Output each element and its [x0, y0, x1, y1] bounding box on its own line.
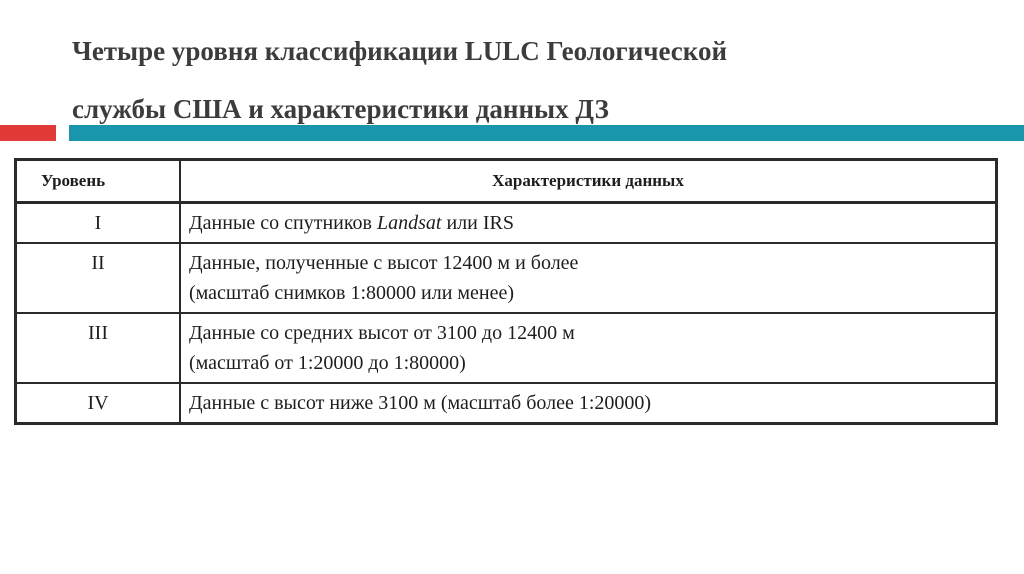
- accent-bar-gap: [56, 125, 69, 141]
- row-description-line-2: (масштаб от 1:20000 до 1:80000): [189, 352, 466, 374]
- table-row: [16, 203, 997, 244]
- slide-title-line-1: Четыре уровня классификации LULC Геологической: [72, 36, 728, 66]
- table-row: [16, 383, 997, 424]
- slide-title: [72, 22, 992, 138]
- row-description-text-after: или IRS: [441, 212, 514, 234]
- table-header-row: [16, 160, 997, 203]
- accent-bar-teal: [69, 125, 1024, 141]
- row-description-text: Данные со спутников: [189, 212, 377, 234]
- header-level: Уровень: [16, 160, 181, 203]
- row-level: IV: [16, 383, 181, 424]
- row-description: [180, 243, 997, 313]
- slide-title-line-2: службы США и характеристики данных ДЗ: [72, 94, 609, 124]
- row-level: III: [16, 313, 181, 383]
- row-description-line-1: Данные со средних высот от 3100 до 12400 м: [189, 322, 575, 344]
- table-row: [16, 243, 997, 313]
- row-description: [180, 313, 997, 383]
- table-row: [16, 313, 997, 383]
- row-level: II: [16, 243, 181, 313]
- header-characteristics: Характеристики данных: [180, 160, 997, 203]
- row-description-line-2: (масштаб снимков 1:80000 или менее): [189, 282, 515, 304]
- row-description-line-1: Данные, полученные с высот 12400 м и более: [189, 252, 579, 274]
- classification-table-container: [14, 158, 998, 425]
- row-description: [180, 383, 997, 424]
- row-description: [180, 203, 997, 244]
- accent-bar-red: [0, 125, 56, 141]
- row-description-italic: Landsat: [377, 212, 442, 234]
- row-description-line-1: Данные с высот ниже 3100 м (масштаб более 1:20000): [189, 392, 652, 414]
- row-level: I: [16, 203, 181, 244]
- classification-table: [14, 158, 998, 425]
